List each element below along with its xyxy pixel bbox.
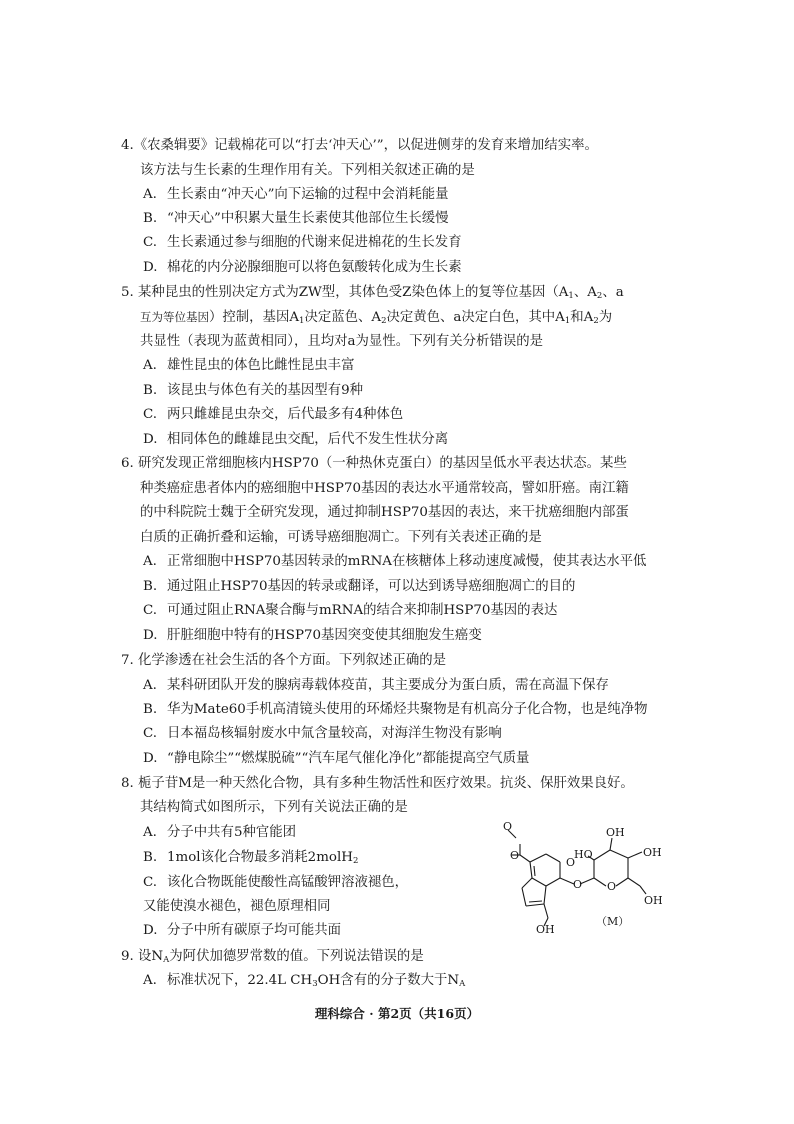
q7-option-b[interactable]: B. 华为Mate60手机高清镜头使用的环烯烃共聚物是有机高分子化合物，也是纯净物 bbox=[143, 702, 648, 717]
q4-option-b[interactable]: B. “冲天心”中积累大量生长素使其他部位生长缓慢 bbox=[143, 211, 449, 226]
q4-option-a[interactable]: A. 生长素由“冲天心”向下运输的过程中会消耗能量 bbox=[143, 187, 449, 202]
q7-option-d[interactable]: D. “静电除尘”“燃煤脱硫”“汽车尾气催化净化”都能提高空气质量 bbox=[143, 751, 530, 766]
q4-option-d[interactable]: D. 棉花的内分泌腺细胞可以将色氨酸转化成为生长素 bbox=[143, 260, 462, 275]
q5-stem-line1: 5. 某种昆虫的性别决定方式为ZW型，其体色受Z染色体上的复等位基因（$A_1$、$A_2$、a bbox=[121, 285, 624, 301]
q8-option-b[interactable]: B. 1mol该化合物最多消耗2molH$_2$ bbox=[143, 850, 359, 866]
mol-ester-o: O bbox=[503, 822, 513, 833]
q5-stem-line3: 共显性（表现为蓝黄相同），且均对a为显性。下列有关分析错误的是 bbox=[140, 334, 543, 349]
mol-oh-bottom: OH bbox=[536, 923, 555, 936]
q5-option-a[interactable]: A. 雄性昆虫的体色比雌性昆虫丰富 bbox=[143, 358, 355, 373]
mol-oh-ch2: OH bbox=[644, 894, 663, 907]
q9-option-a[interactable]: A. 标准状况下，22.4L $CH_3OH$含有的分子数大于$N_A$ bbox=[143, 973, 466, 989]
q4-option-c[interactable]: C. 生长素通过参与细胞的代谢来促进棉花的生长发育 bbox=[143, 235, 462, 250]
q8-option-c[interactable]: C. 该化合物既能使酸性高锰酸钾溶液褪色， bbox=[143, 875, 409, 890]
q6-option-a[interactable]: A. 正常细胞中HSP70基因转录的mRNA在核糖体上移动速度减慢，使其表达水平低 bbox=[143, 554, 647, 569]
q6-stem-line4: 白质的正确折叠和运输，可诱导癌细胞凋亡。下列有关表述正确的是 bbox=[140, 530, 542, 545]
mol-oh-right: OH bbox=[643, 846, 662, 859]
q9-stem: 9. 设$N_A$为阿伏加德罗常数的值。下列说法错误的是 bbox=[121, 949, 424, 965]
q7-option-c[interactable]: C. 日本福岛核辐射废水中氚含量较高，对海洋生物没有影响 bbox=[143, 726, 502, 741]
q8-option-d[interactable]: D. 分子中所有碳原子均可能共面 bbox=[143, 923, 342, 938]
q5-option-b[interactable]: B. 该昆虫与体色有关的基因型有9种 bbox=[143, 383, 363, 398]
q6-option-b[interactable]: B. 通过阻止HSP70基因的转录或翻译，可以达到诱导癌细胞凋亡的目的 bbox=[143, 579, 576, 594]
mol-glucose-ring-o: O bbox=[607, 880, 617, 893]
mol-carbonyl-o: O bbox=[510, 849, 520, 862]
q4-stem-line2: 该方法与生长素的生理作用有关。下列相关叙述正确的是 bbox=[140, 163, 475, 178]
mol-label: （M） bbox=[596, 915, 630, 928]
q6-stem-line3: 的中科院院士魏于全研究发现，通过抑制HSP70基因的表达，来干扰癌细胞内部蛋 bbox=[140, 505, 629, 520]
q6-stem-line2: 种类癌症患者体内的癌细胞中HSP70基因的表达水平通常较高，譬如肝癌。南江籍 bbox=[140, 481, 629, 496]
q6-option-d[interactable]: D. 肝脏细胞中特有的HSP70基因突变使其细胞发生癌变 bbox=[143, 628, 482, 643]
mol-oh-top: OH bbox=[606, 826, 625, 839]
q5-option-c[interactable]: C. 两只雌雄昆虫杂交，后代最多有4种体色 bbox=[143, 407, 404, 422]
q5-option-d[interactable]: D. 相同体色的雌雄昆虫交配，后代不发生性状分离 bbox=[143, 432, 449, 447]
q8-stem-line2: 其结构简式如图所示，下列有关说法正确的是 bbox=[140, 800, 408, 815]
mol-ring-o: O bbox=[566, 856, 576, 869]
q8-stem-line1: 8. 栀子苷M是一种天然化合物，具有多种生物活性和医疗效果。抗炎、保肝效果良好。 bbox=[121, 776, 634, 791]
mol-ho-left: HO bbox=[574, 848, 593, 861]
q8-option-c-cont: 又能使溴水褪色，褪色原理相同 bbox=[143, 899, 331, 914]
mol-glycosidic-o: O bbox=[573, 878, 583, 891]
geniposide-structure-diagram bbox=[496, 822, 686, 937]
q7-stem-line1: 7. 化学渗透在社会生活的各个方面。下列叙述正确的是 bbox=[121, 653, 447, 668]
q4-stem-line1: 4.《农桑辑要》记载棉花可以“打去‘冲天心’”，以促进侧芽的发育来增加结实率。 bbox=[121, 138, 598, 153]
page-footer: 理科综合 · 第2页（共16页） bbox=[314, 1006, 480, 1021]
q6-stem-line1: 6. 研究发现正常细胞核内HSP70（一种热休克蛋白）的基因呈低水平表达状态。某些 bbox=[121, 456, 627, 471]
q6-option-c[interactable]: C. 可通过阻止RNA聚合酶与mRNA的结合来抑制HSP70基因的表达 bbox=[143, 603, 558, 618]
q5-stem-line2: 互为等位基因）控制，基因$A_1$决定蓝色、$A_2$决定黄色、a决定白色，其中$A_1$和$A_2$为 bbox=[140, 310, 613, 326]
q8-option-a[interactable]: A. 分子中共有5种官能团 bbox=[143, 825, 297, 840]
q7-option-a[interactable]: A. 某科研团队开发的腺病毒载体疫苗，其主要成分为蛋白质，需在高温下保存 bbox=[143, 678, 609, 693]
